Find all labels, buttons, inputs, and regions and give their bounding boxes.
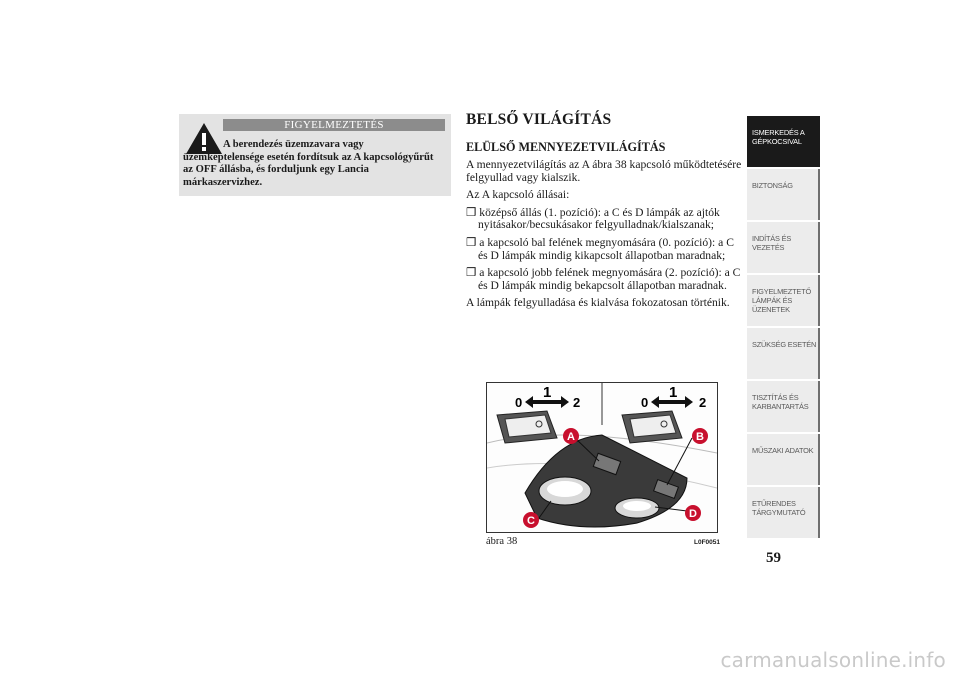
chapter-tabs <box>747 116 820 540</box>
switch-detail-left <box>497 411 557 443</box>
figure-code: L0F0051 <box>694 539 721 546</box>
tab-targymutato[interactable]: ETŰRENDES TÁRGYMUTATÓ <box>747 487 820 538</box>
tab-ismerkedes[interactable]: ISMERKEDÉS A GÉPKOCSIVAL <box>747 116 820 167</box>
section-subtitle: ELÜLSŐ MENNYEZETVILÁGÍTÁS <box>466 140 666 154</box>
switch-detail-right <box>622 411 682 443</box>
positions-label: Az A kapcsoló állásai: <box>466 188 570 202</box>
label-two: 2 <box>573 395 581 410</box>
intro-paragraph: A mennyezetvilágítás az A ábra 38 kapcsoló működtetésére felgyullad vagy kialszik. <box>466 158 742 184</box>
label-a: A <box>567 431 575 443</box>
label-one-right: 1 <box>669 384 678 401</box>
tab-szukseg[interactable]: SZÜKSÉG ESETÉN <box>747 328 820 379</box>
label-two-right: 2 <box>699 395 707 410</box>
tab-inditas[interactable]: INDÍTÁS ÉS VEZETÉS <box>747 222 820 273</box>
tab-tisztitas[interactable]: TISZTÍTÁS ÉS KARBANTARTÁS <box>747 381 820 432</box>
figure-caption: ábra 38 <box>486 536 518 547</box>
label-one: 1 <box>543 384 552 401</box>
label-c: C <box>527 515 535 527</box>
section-body <box>466 159 742 315</box>
tab-biztonsag[interactable]: BIZTONSÁG <box>747 169 820 220</box>
list-item: ❒ a kapcsoló jobb felének megnyomására (2. pozíció): a C és D lámpák mindig bekapcsolt állapotban maradnak. <box>466 266 741 292</box>
list-item: ❒ középső állás (1. pozíció): a C és D lámpák az ajtók nyitásakor/becsukásakor felgyulladnak/kialszanak; <box>466 205 720 232</box>
figure-38 <box>486 382 718 533</box>
label-zero: 0 <box>515 395 523 410</box>
warning-heading: FIGYELMEZTETÉS <box>223 119 445 131</box>
list-item: ❒ a kapcsoló bal felének megnyomására (0. pozíció): a C és D lámpák mindig kikapcsolt állapotban maradnak; <box>466 235 734 262</box>
watermark: carmanualsonline.info <box>720 648 946 672</box>
tab-muszaki[interactable]: MŰSZAKI ADATOK <box>747 434 820 485</box>
outro-paragraph: A lámpák felgyulladása és kialvása fokozatosan történik. <box>466 296 730 310</box>
label-b: B <box>696 431 704 443</box>
section-title: BELSŐ VILÁGÍTÁS <box>466 111 612 128</box>
overhead-light-illustration <box>487 383 717 532</box>
warning-box <box>179 114 451 196</box>
label-d: D <box>689 508 697 520</box>
tab-figyelmezteto[interactable]: FIGYELMEZTETŐ LÁMPÁK ÉS ÜZENETEK <box>747 275 820 326</box>
warning-text: A berendezés üzemzavara vagy üzemképtelensége esetén fordítsuk az A kapcsológyűrűt az OFF állásba, és forduljunk egy Lancia márkaszervizhez. <box>183 139 434 188</box>
label-zero-right: 0 <box>641 395 649 410</box>
overhead-light-unit <box>525 435 687 527</box>
page-number: 59 <box>766 550 781 566</box>
